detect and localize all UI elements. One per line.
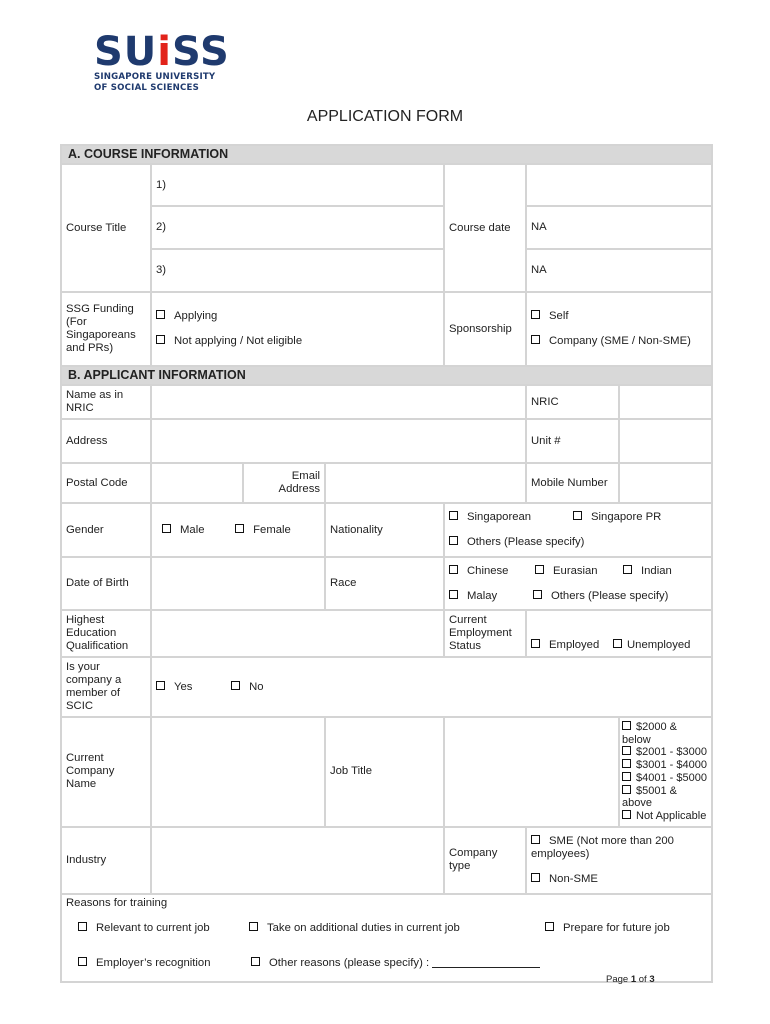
checkbox-icon[interactable] (531, 873, 540, 882)
checkbox-icon[interactable] (162, 524, 171, 533)
dob-field[interactable] (151, 557, 325, 610)
salary-option-3[interactable]: $3001 - $4000 (622, 759, 707, 772)
checkbox-icon[interactable] (531, 310, 540, 319)
sponsorship-option-self[interactable]: Self (531, 310, 707, 323)
course-title-3[interactable]: 3) (151, 249, 444, 292)
email-field[interactable] (325, 463, 526, 503)
industry-field[interactable] (151, 827, 444, 894)
checkbox-icon[interactable] (531, 835, 540, 844)
employment-status-label: Current Employment Status (444, 610, 526, 657)
name-label: Name as in NRIC (61, 385, 151, 419)
company-name-field[interactable] (151, 717, 325, 827)
salary-option-4[interactable]: $4001 - $5000 (622, 772, 707, 785)
checkbox-icon[interactable] (449, 511, 458, 520)
job-title-field[interactable] (444, 717, 619, 827)
job-title-label: Job Title (325, 717, 444, 827)
reason-option-recognition[interactable]: Employer’s recognition (78, 957, 251, 970)
ssg-option-not-applying[interactable]: Not applying / Not eligible (156, 335, 439, 348)
checkbox-icon[interactable] (531, 335, 540, 344)
salary-option-5[interactable]: $5001 & above (622, 784, 677, 810)
course-date-3[interactable]: NA (526, 249, 712, 292)
checkbox-icon[interactable] (622, 772, 631, 781)
ssg-funding-label: SSG Funding (For Singaporeans and PRs) (61, 292, 151, 366)
course-date-label: Course date (444, 164, 526, 292)
salary-option-2[interactable]: $2001 - $3000 (622, 746, 707, 759)
logo-line-2: OF SOCIAL SCIENCES (94, 83, 200, 93)
scic-label: Is your company a member of SCIC (61, 657, 151, 717)
race-option-eurasian[interactable]: Eurasian (535, 565, 623, 578)
reason-option-relevant[interactable]: Relevant to current job (78, 922, 249, 935)
nationality-label: Nationality (325, 503, 444, 557)
mobile-label: Mobile Number (526, 463, 619, 503)
unit-label: Unit # (526, 419, 619, 463)
name-field[interactable] (151, 385, 526, 419)
nationality-option-others[interactable]: Others (Please specify) (449, 536, 707, 549)
race-label: Race (325, 557, 444, 610)
course-title-2[interactable]: 2) (151, 206, 444, 249)
course-title-label: Course Title (61, 164, 151, 292)
checkbox-icon[interactable] (449, 565, 458, 574)
logo-line-1: SINGAPORE UNIVERSITY (94, 72, 216, 82)
checkbox-icon[interactable] (231, 681, 240, 690)
salary-option-1[interactable]: $2000 & below (622, 721, 677, 746)
nationality-option-singaporean[interactable]: Singaporean (449, 511, 573, 524)
employment-option-employed[interactable]: Employed (531, 639, 613, 652)
checkbox-icon[interactable] (531, 639, 540, 648)
scic-option-no[interactable]: No (231, 681, 263, 694)
reason-option-additional-duties[interactable]: Take on additional duties in current job (249, 922, 545, 935)
race-option-others[interactable]: Others (Please specify) (533, 590, 668, 603)
checkbox-icon[interactable] (533, 590, 542, 599)
checkbox-icon[interactable] (622, 721, 631, 730)
section-b-heading: B. APPLICANT INFORMATION (61, 366, 712, 385)
checkbox-icon[interactable] (249, 922, 258, 931)
sponsorship-option-company[interactable]: Company (SME / Non-SME) (531, 335, 707, 348)
checkbox-icon[interactable] (622, 759, 631, 768)
email-label: Email Address (243, 463, 325, 503)
race-option-malay[interactable]: Malay (449, 590, 533, 603)
other-reasons-line[interactable] (432, 957, 540, 968)
gender-option-male[interactable]: Male (162, 524, 232, 537)
checkbox-icon[interactable] (622, 746, 631, 755)
checkbox-icon[interactable] (449, 536, 458, 545)
checkbox-icon[interactable] (156, 310, 165, 319)
logo-wordmark: SUiSS (94, 29, 230, 75)
employment-option-unemployed[interactable]: Unemployed (613, 639, 690, 652)
company-type-option-sme[interactable]: SME (Not more than 200 employees) (531, 834, 674, 860)
checkbox-icon[interactable] (573, 511, 582, 520)
checkbox-icon[interactable] (613, 639, 622, 648)
course-date-2[interactable]: NA (526, 206, 712, 249)
checkbox-icon[interactable] (622, 810, 631, 819)
gender-option-female[interactable]: Female (235, 524, 291, 537)
company-type-label: Company type (444, 827, 526, 894)
race-option-indian[interactable]: Indian (623, 565, 672, 578)
ssg-option-applying[interactable]: Applying (156, 310, 439, 323)
reason-option-other[interactable]: Other reasons (please specify) : (251, 957, 540, 970)
checkbox-icon[interactable] (235, 524, 244, 533)
form-title: APPLICATION FORM (306, 108, 464, 125)
course-date-1[interactable] (526, 164, 712, 206)
salary-option-6[interactable]: Not Applicable (622, 810, 707, 823)
checkbox-icon[interactable] (535, 565, 544, 574)
mobile-field[interactable] (619, 463, 712, 503)
checkbox-icon[interactable] (622, 785, 631, 794)
gender-label: Gender (61, 503, 151, 557)
race-option-chinese[interactable]: Chinese (449, 565, 535, 578)
checkbox-icon[interactable] (251, 957, 260, 966)
section-a-heading: A. COURSE INFORMATION (61, 145, 712, 164)
checkbox-icon[interactable] (449, 590, 458, 599)
course-title-1[interactable]: 1) (151, 164, 444, 206)
education-label: Highest Education Qualification (61, 610, 151, 657)
checkbox-icon[interactable] (78, 957, 87, 966)
checkbox-icon[interactable] (156, 335, 165, 344)
education-field[interactable] (151, 610, 444, 657)
checkbox-icon[interactable] (623, 565, 632, 574)
sponsorship-label: Sponsorship (444, 292, 526, 366)
company-name-label: Current Company Name (61, 717, 151, 827)
postal-code-field[interactable] (151, 463, 243, 503)
checkbox-icon[interactable] (156, 681, 165, 690)
nric-field[interactable] (619, 385, 712, 419)
reason-option-future-job[interactable]: Prepare for future job (545, 922, 670, 935)
address-label: Address (61, 419, 151, 463)
scic-option-yes[interactable]: Yes (156, 681, 228, 694)
checkbox-icon[interactable] (545, 922, 554, 931)
checkbox-icon[interactable] (78, 922, 87, 931)
nationality-option-pr[interactable]: Singapore PR (573, 511, 661, 524)
reasons-label: Reasons for training (66, 896, 168, 909)
nric-label: NRIC (526, 385, 619, 419)
suss-logo (94, 29, 230, 94)
dob-label: Date of Birth (61, 557, 151, 610)
company-type-option-non-sme[interactable]: Non-SME (531, 873, 707, 886)
unit-field[interactable] (619, 419, 712, 463)
application-form-table (60, 144, 713, 983)
address-field[interactable] (151, 419, 526, 463)
postal-code-label: Postal Code (61, 463, 151, 503)
industry-label: Industry (61, 827, 151, 894)
page-number: Page 1 of 3 (606, 974, 655, 985)
